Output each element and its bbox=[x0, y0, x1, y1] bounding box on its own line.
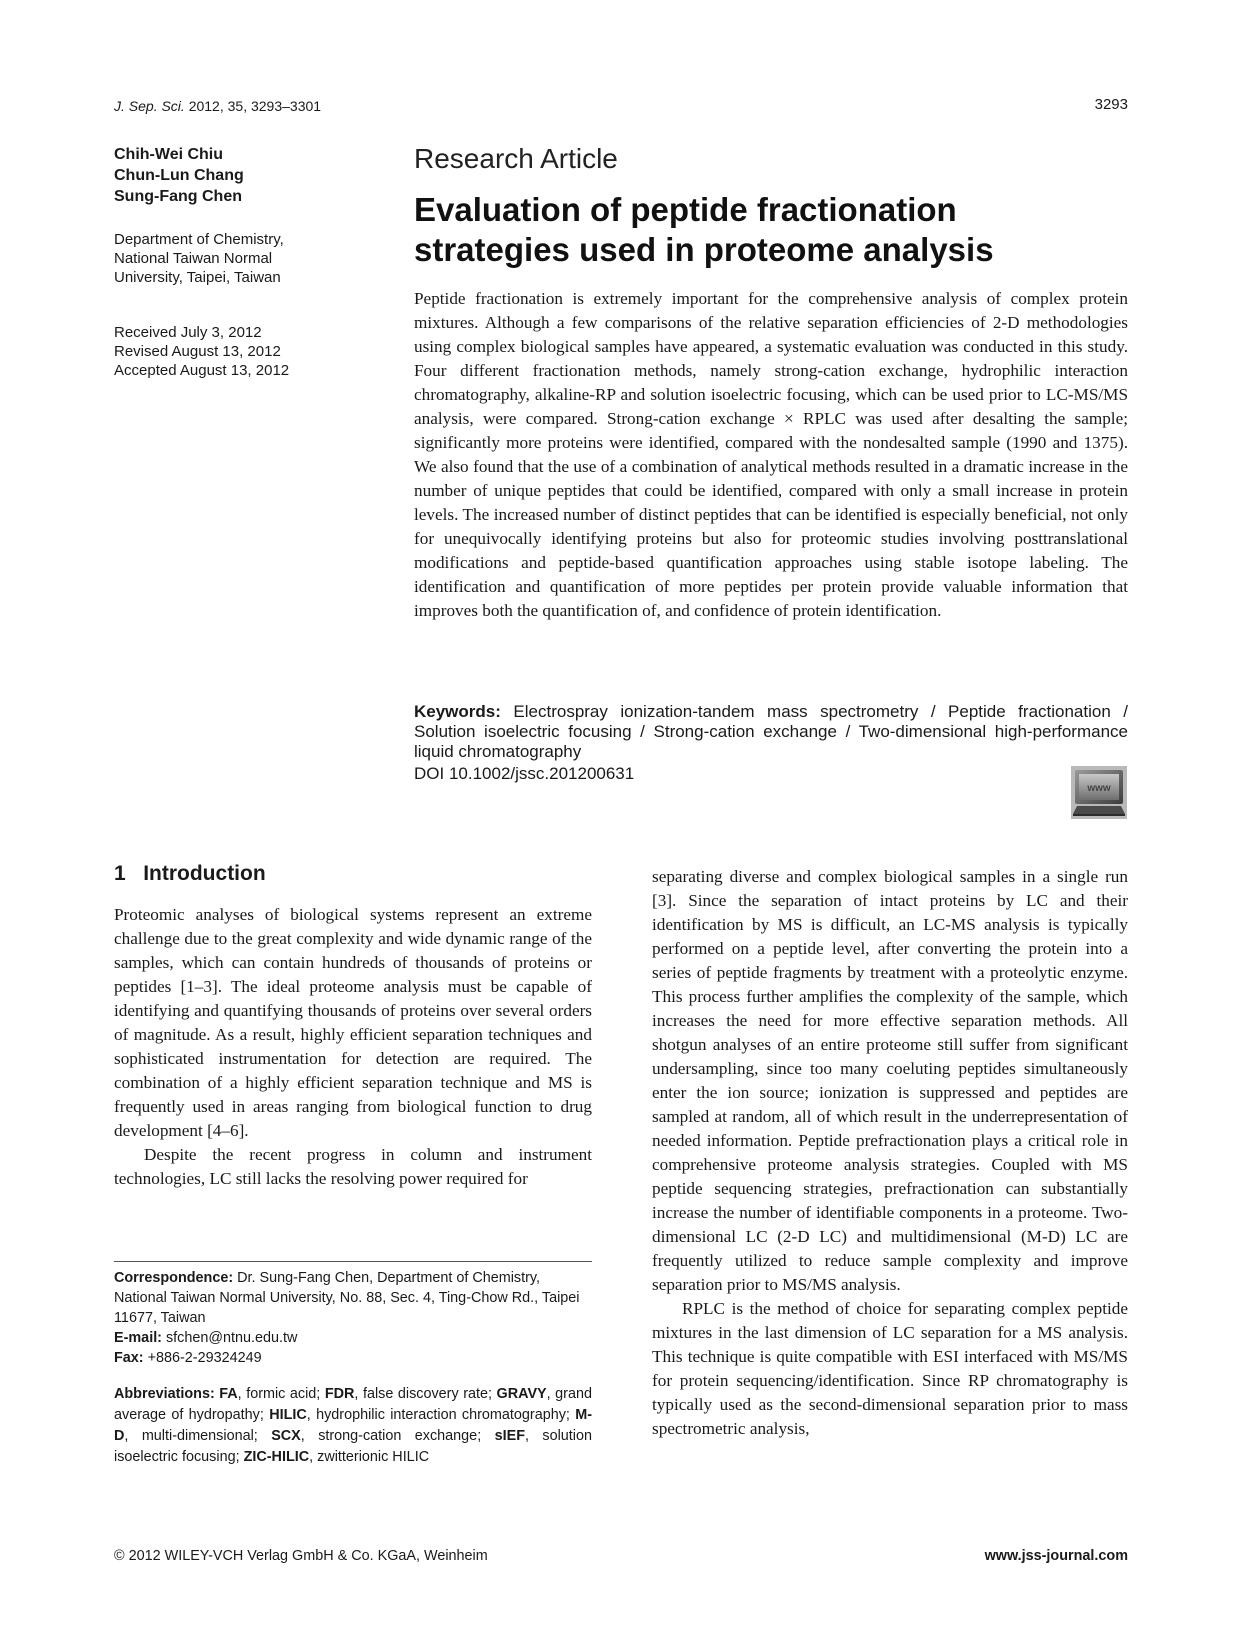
correspondence-email-line bbox=[114, 1328, 592, 1348]
email-label: E-mail: bbox=[114, 1330, 162, 1346]
abbreviation-definition: grand average of hydropathy; bbox=[114, 1386, 592, 1423]
abbreviation-definition: solution isoelectric focusing; bbox=[114, 1428, 592, 1465]
title-line: Evaluation of peptide fractionation bbox=[414, 191, 957, 228]
abbreviation-definition: formic acid; bbox=[246, 1386, 321, 1402]
body-paragraph: RPLC is the method of choice for separating complex peptide mixtures in the last dimension of LC separation for a MS analysis. This technique is quite compatible with ESI interfaced with MS/MS for protein sequencing/identification. Since RP chromatography is typically used as the second-dimensional separation prior to mass spectrometric analysis, bbox=[652, 1299, 1128, 1438]
footnote-divider bbox=[114, 1261, 592, 1262]
article-type: Research Article bbox=[414, 143, 618, 174]
affiliation bbox=[114, 230, 284, 287]
abbreviation-term: FA bbox=[219, 1386, 238, 1402]
body-column-right bbox=[652, 865, 1128, 1441]
abbreviation-definition: hydrophilic interaction chromatography; bbox=[316, 1407, 570, 1423]
affiliation-line: Department of Chemistry, bbox=[114, 231, 284, 248]
abbreviations-note: Abbreviations: FA, formic acid; FDR, false discovery rate; GRAVY, grand average of hydropathy; HILIC, hydrophilic interaction chromatography; M-D, multi-dimensional; SCX, strong-cation exchange; sIEF, solution isoelectric focusing; ZIC-HILIC, zwitterionic HILIC bbox=[114, 1386, 593, 1465]
body-paragraph: separating diverse and complex biological samples in a single run [3]. Since the separation of intact proteins by LC and their identification by MS is difficult, an LC-MS analysis is typically performed on a peptide level, after converting the protein into a series of peptide fragments by treatment with a proteolytic enzyme. This process further amplifies the complexity of the sample, which increases the need for more effective separation methods. All shotgun analyses of an entire proteome still suffer from significant undersampling, since too many coeluting peptides simultaneously enter the ion source; ionization is suppressed and peptides are sampled at random, all of which result in the underrepresentation of needed information. Peptide prefractionation plays a critical role in comprehensive proteome analysis strategies. Coupled with MS peptide sequencing strategies, prefractionation can substantially increase the number of identifiable components in a proteome. Two-dimensional LC (2-D LC) and multidimensional (M-D) LC are frequently utilized to reduce sample complexity and improve separation prior to MS/MS analysis. bbox=[652, 867, 1128, 1294]
abbreviation-definition: strong-cation exchange; bbox=[318, 1428, 482, 1444]
correspondence-note bbox=[114, 1268, 592, 1368]
abbreviation-term: ZIC-HILIC bbox=[243, 1449, 310, 1465]
abbreviation-term: FDR bbox=[324, 1386, 355, 1402]
keywords bbox=[414, 702, 1128, 762]
body-column-left bbox=[114, 903, 592, 1191]
author-name: Sung-Fang Chen bbox=[114, 188, 242, 205]
doi[interactable]: DOI 10.1002/jssc.201200631 bbox=[414, 764, 635, 783]
abbreviation-definition: multi-dimensional; bbox=[141, 1428, 258, 1444]
section-title: Introduction bbox=[143, 862, 266, 885]
abbreviation-term: HILIC bbox=[269, 1407, 307, 1423]
copyright-notice: © 2012 WILEY-VCH Verlag GmbH & Co. KGaA, Weinheim bbox=[114, 1548, 488, 1564]
svg-text:www: www bbox=[1087, 783, 1111, 794]
www-computer-icon[interactable] bbox=[1071, 766, 1127, 819]
correspondence-text: Dr. Sung-Fang Chen, Department of Chemistry, National Taiwan Normal University, No. 88, Sec. 4, Ting-Chow Rd., Taipei 11677, Taiwan bbox=[114, 1270, 580, 1326]
abbreviation-term: sIEF bbox=[494, 1428, 525, 1444]
date-revised: Revised August 13, 2012 bbox=[114, 343, 281, 360]
author-name: Chun-Lun Chang bbox=[114, 167, 244, 184]
fax-label: Fax: bbox=[114, 1350, 144, 1366]
author-list bbox=[114, 144, 244, 207]
submission-dates bbox=[114, 323, 289, 380]
affiliation-line: National Taiwan Normal bbox=[114, 250, 273, 267]
date-accepted: Accepted August 13, 2012 bbox=[114, 362, 290, 379]
abbreviation-definition: zwitterionic HILIC bbox=[317, 1449, 430, 1465]
section-heading bbox=[114, 862, 266, 886]
correspondence-fax-line bbox=[114, 1348, 592, 1368]
author-name: Chih-Wei Chiu bbox=[114, 146, 224, 163]
abbreviation-definition: false discovery rate; bbox=[362, 1386, 492, 1402]
page-number: 3293 bbox=[1094, 96, 1128, 113]
section-number: 1 bbox=[114, 862, 126, 885]
abbreviation-term: SCX bbox=[271, 1428, 301, 1444]
journal-abbrev: J. Sep. Sci. bbox=[114, 98, 185, 114]
correspondence-address bbox=[114, 1268, 592, 1328]
date-received: Received July 3, 2012 bbox=[114, 324, 262, 341]
title-line: strategies used in proteome analysis bbox=[414, 231, 994, 268]
abbreviations-label: Abbreviations: bbox=[114, 1386, 215, 1402]
article-title bbox=[414, 190, 1134, 270]
affiliation-line: University, Taipei, Taiwan bbox=[114, 269, 281, 286]
journal-volume-pages: 2012, 35, 3293–3301 bbox=[188, 98, 322, 114]
body-paragraph: Proteomic analyses of biological systems represent an extreme challenge due to the great complexity and wide dynamic range of the samples, which can contain hundreds of thousands of proteins or peptides [1–3]. The ideal proteome analysis must be capable of identifying and quantifying thousands of proteins over several orders of magnitude. As a result, highly efficient separation techniques and sophisticated instrumentation for detection are required. The combination of a highly efficient separation technique and MS is frequently used in areas ranging from biological function to drug development [4–6]. bbox=[114, 905, 592, 1140]
correspondence-label: Correspondence: bbox=[114, 1270, 234, 1286]
keywords-label: Keywords: bbox=[414, 702, 501, 721]
journal-citation bbox=[114, 98, 321, 114]
abbreviation-term: M-D bbox=[114, 1407, 593, 1444]
journal-url-link[interactable]: www.jss-journal.com bbox=[984, 1548, 1128, 1564]
body-paragraph: Despite the recent progress in column and instrument technologies, LC still lacks the resolving power required for bbox=[114, 1145, 592, 1188]
abbreviation-term: GRAVY bbox=[496, 1386, 547, 1402]
keywords-text: Electrospray ionization-tandem mass spectrometry / Peptide fractionation / Solution isoelectric focusing / Strong-cation exchange / Two-dimensional high-performance liquid chromatography bbox=[414, 702, 1128, 761]
abstract: Peptide fractionation is extremely important for the comprehensive analysis of complex protein mixtures. Although a few comparisons of the relative separation efficiencies of 2-D methodologies using complex biological samples have appeared, a systematic evaluation was conducted in this study. Four different fractionation methods, namely strong-cation exchange, hydrophilic interaction chromatography, alkaline-RP and solution isoelectric focusing, which can be used prior to LC-MS/MS analysis, were compared. Strong-cation exchange × RPLC was used after desalting the sample; significantly more proteins were identified, compared with the nondesalted sample (1990 and 1375). We also found that the use of a combination of analytical methods resulted in a dramatic increase in the number of unique peptides that could be identified, compared with only a small increase in protein levels. The increased number of distinct peptides that can be identified is especially beneficial, not only for unequivocally identifying proteins but also for proteomic studies involving posttranslational modifications and peptide-based quantification approaches using stable isotope labeling. The identification and quantification of more peptides per protein provide valuable information that improves both the quantification of, and confidence of protein identification. bbox=[414, 289, 1128, 620]
fax-number: +886-2-29324249 bbox=[147, 1350, 262, 1366]
email-link[interactable]: sfchen@ntnu.edu.tw bbox=[165, 1330, 298, 1346]
